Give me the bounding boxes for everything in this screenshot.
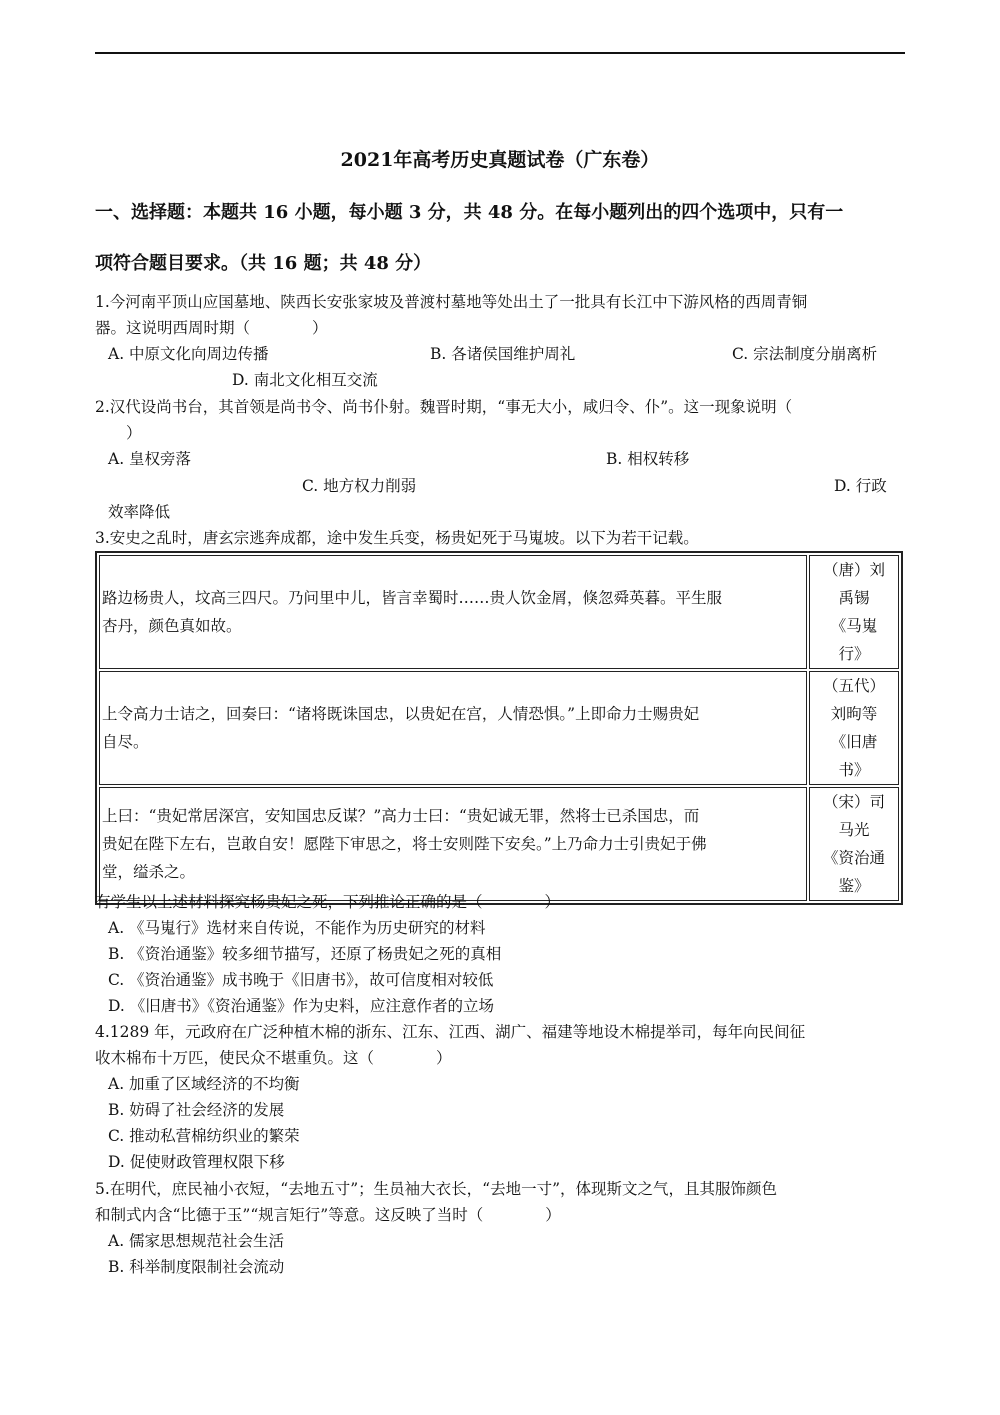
- source-author-line: 《资治通: [822, 849, 885, 867]
- source-author-line: （宋）司: [822, 793, 885, 811]
- source-text-line: 路边杨贵人，坟高三四尺。乃问里中儿，皆言幸蜀时……贵人饮金屑，倏忽舜英暮。平生服: [102, 589, 723, 607]
- q2-option-b[interactable]: B. 相权转移: [606, 450, 690, 468]
- source-author-line: （五代）: [822, 677, 885, 695]
- source-author-cell: [809, 555, 899, 669]
- q5-option-b[interactable]: B. 科举制度限制社会流动: [108, 1258, 285, 1276]
- source-text-line: 自尽。: [102, 733, 149, 751]
- q3-option-c[interactable]: C. 《资治通鉴》成书晚于《旧唐书》，故可信度相对较低: [108, 971, 494, 989]
- q2-option-d-continued[interactable]: 效率降低: [108, 503, 171, 521]
- q2-stem-line-2: ）: [95, 424, 142, 442]
- source-author-cell: [809, 787, 899, 901]
- source-author-cell: [809, 671, 899, 785]
- source-author-line: 刘昫等: [830, 705, 878, 723]
- q2-stem-line-1: 2.汉代设尚书台，其首领是尚书令、尚书仆射。魏晋时期，“事无大小，咸归令、仆”。这一现象说明（: [95, 398, 793, 416]
- q1-option-d[interactable]: D. 南北文化相互交流: [232, 371, 378, 389]
- source-text-line: 贵妃在陛下左右，岂敢自安！愿陛下审思之，将士安则陛下安矣。”上乃命力士引贵妃于佛: [102, 835, 707, 853]
- q5-option-a[interactable]: A. 儒家思想规范社会生活: [108, 1232, 285, 1250]
- table-row: [99, 787, 899, 901]
- source-author-line: 《旧唐: [830, 733, 878, 751]
- q1-option-b[interactable]: B. 各诸侯国维护周礼: [430, 345, 576, 363]
- q1-stem-line-1: 1.今河南平顶山应国墓地、陕西长安张家坡及普渡村墓地等处出土了一批具有长江中下游风格的西周青铜: [95, 293, 808, 311]
- source-text-line: 杏丹，颜色真如故。: [102, 617, 242, 635]
- source-author-line: （唐）刘: [822, 561, 885, 579]
- source-text-line: 堂，缢杀之。: [102, 863, 196, 881]
- source-text-line: 上曰：“贵妃常居深宫，安知国忠反谋？”高力士曰：“贵妃诚无罪，然将士已杀国忠，而: [102, 807, 700, 825]
- source-author-line: 禹锡: [838, 589, 870, 607]
- header-rule: [95, 52, 905, 54]
- source-author-line: 鉴》: [838, 877, 870, 895]
- table-row: [99, 671, 899, 785]
- q4-stem-line-1: 4.1289 年，元政府在广泛种植木棉的浙东、江东、江西、湖广、福建等地设木棉提举司，每年向民间征: [95, 1023, 806, 1041]
- q4-option-a[interactable]: A. 加重了区域经济的不均衡: [108, 1075, 300, 1093]
- q5-stem-line-2: 和制式内含“比德于玉”“规言矩行”等意。这反映了当时（ ）: [95, 1206, 561, 1224]
- source-text-cell: [99, 787, 807, 901]
- q2-option-a[interactable]: A. 皇权旁落: [108, 450, 192, 468]
- q3-question: 有学生以上述材料探究杨贵妃之死，下列推论正确的是（ ）: [95, 893, 561, 911]
- source-author-line: 书》: [838, 761, 870, 779]
- source-author-line: 行》: [838, 645, 870, 663]
- q4-stem-line-2: 收木棉布十万匹，使民众不堪重负。这（ ）: [95, 1049, 452, 1067]
- q3-option-b[interactable]: B. 《资治通鉴》较多细节描写，还原了杨贵妃之死的真相: [108, 945, 502, 963]
- page-title: 2021年高考历史真题试卷（广东卷）: [340, 149, 660, 171]
- source-text-cell: [99, 671, 807, 785]
- source-author-line: 《马嵬: [830, 617, 878, 635]
- section-heading-line-1: 一、选择题：本题共 16 小题，每小题 3 分，共 48 分。在每小题列出的四个选项中，只有一: [95, 202, 844, 223]
- q4-option-c[interactable]: C. 推动私营棉纺织业的繁荣: [108, 1127, 300, 1145]
- q1-option-a[interactable]: A. 中原文化向周边传播: [108, 345, 269, 363]
- source-author-line: 马光: [838, 821, 870, 839]
- q3-source-table: [95, 551, 903, 905]
- q1-option-c[interactable]: C. 宗法制度分崩离析: [732, 345, 878, 363]
- source-text-line: 上令高力士诘之，回奏曰：“诸将既诛国忠，以贵妃在宫，人情恐惧。”上即命力士赐贵妃: [102, 705, 700, 723]
- q4-option-b[interactable]: B. 妨碍了社会经济的发展: [108, 1101, 285, 1119]
- q3-stem: 3.安史之乱时，唐玄宗逃奔成都，途中发生兵变，杨贵妃死于马嵬坡。以下为若干记载。: [95, 529, 699, 547]
- table-row: [99, 555, 899, 669]
- q3-option-d[interactable]: D. 《旧唐书》《资治通鉴》作为史料，应注意作者的立场: [108, 997, 494, 1015]
- q5-stem-line-1: 5.在明代，庶民袖小衣短，“去地五寸”；生员袖大衣长，“去地一寸”，体现斯文之气，且其服饰颜色: [95, 1180, 777, 1198]
- section-heading-line-2: 项符合题目要求。（共 16 题；共 48 分）: [95, 253, 432, 274]
- q1-stem-line-2: 器。这说明西周时期（ ）: [95, 319, 328, 337]
- q4-option-d[interactable]: D. 促使财政管理权限下移: [108, 1153, 285, 1171]
- q3-option-a[interactable]: A. 《马嵬行》选材来自传说，不能作为历史研究的材料: [108, 919, 486, 937]
- q2-option-c[interactable]: C. 地方权力削弱: [302, 477, 417, 495]
- q2-option-d[interactable]: D. 行政: [834, 477, 887, 495]
- source-text-cell: [99, 555, 807, 669]
